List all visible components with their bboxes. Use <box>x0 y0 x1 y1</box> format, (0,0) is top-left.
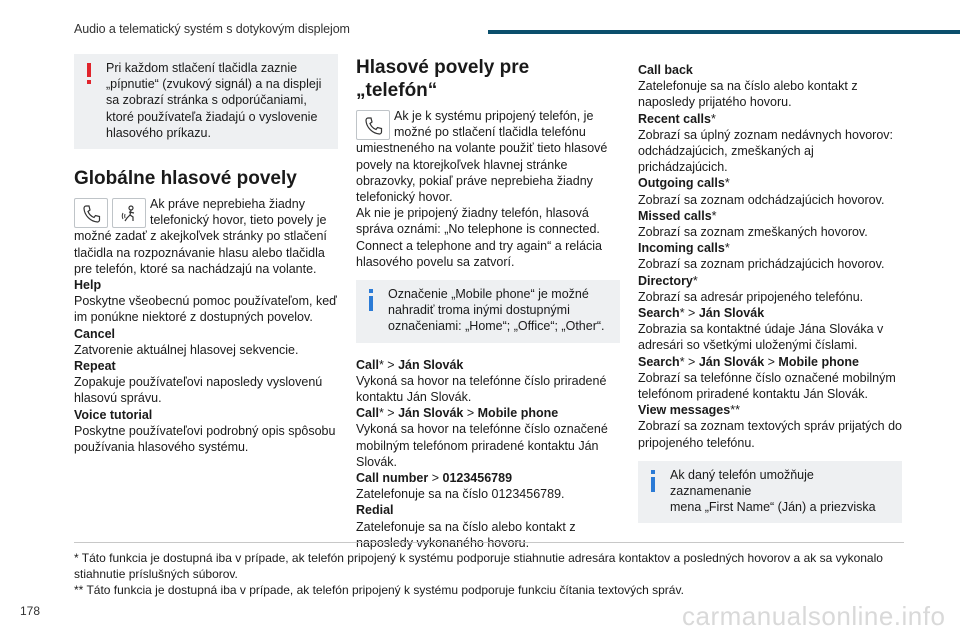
command-title: Incoming calls <box>638 241 725 256</box>
watermark: carmanualsonline.info <box>682 601 946 631</box>
command-desc: Zopakuje používateľovi naposledy vyslovenú hlasovú správu. <box>74 375 323 406</box>
command-item <box>74 277 338 326</box>
command-title: Help <box>74 278 102 293</box>
column-3 <box>638 62 902 535</box>
command-title: Call number <box>356 471 429 486</box>
separator: > <box>764 354 779 369</box>
command-item <box>356 470 620 502</box>
footnote-mark: * <box>679 354 685 369</box>
command-title: Outgoing calls <box>638 176 725 191</box>
warning-note-rest: „pípnutie“ (zvukový signál) a na displeji sa zobrazí stránka s odporúčaniami, ktoré používateľa žiadajú o vyslovenie hlasového príkazu. <box>106 77 322 140</box>
command-item <box>638 402 902 451</box>
command-title: Missed calls <box>638 208 712 223</box>
warning-note <box>74 54 338 149</box>
command-item <box>638 354 902 403</box>
footnote-mark: * <box>711 208 717 223</box>
phone-icon <box>74 198 108 228</box>
separator: > <box>684 354 699 369</box>
column-2 <box>356 54 620 551</box>
global-intro-rest: možné zadať z akejkoľvek stránky po stlačení tlačidla na rozpoznávanie hlasu alebo tlačidla pre telefón, ktoré sa nachádzajú na volante. <box>74 229 327 276</box>
command-desc: Poskytne všeobecnú pomoc používateľom, keď im ponúkne niektoré z dostupných povelov. <box>74 294 337 325</box>
command-arg: Mobile phone <box>477 406 559 421</box>
command-arg: Ján Slovák <box>698 354 765 369</box>
command-item <box>638 305 902 354</box>
footnote-mark: * <box>378 357 384 372</box>
command-item <box>638 175 902 207</box>
separator: > <box>684 306 699 321</box>
command-title: Call back <box>638 63 693 77</box>
command-item <box>356 357 620 406</box>
global-intro <box>74 196 338 277</box>
command-title: Search <box>638 354 680 369</box>
phone-intro <box>356 108 620 205</box>
info-icon <box>650 470 656 492</box>
phone-intro-rest: umiestneného na volante použiť tieto hlasové povely na ktorejkoľvek hlavnej stránke obrazovky, pokiaľ práve neprebieha žiadny telefonický hovor. <box>356 141 608 205</box>
separator: > <box>383 357 399 372</box>
info-note <box>356 280 620 343</box>
command-title: View messages <box>638 403 731 418</box>
heading-line: „telefón“ <box>356 80 438 101</box>
command-desc: Vykoná sa hovor na telefónne číslo priradené kontaktu Ján Slovák. <box>356 373 607 405</box>
footnote-mark: * <box>724 176 730 191</box>
command-desc: Zobrazia sa kontaktné údaje Jána Slováka v adresári so všetkými uloženými číslami. <box>638 322 884 353</box>
command-desc: Zatelefonuje sa na číslo 0123456789. <box>356 487 565 502</box>
command-item <box>638 240 902 272</box>
command-item <box>74 407 338 456</box>
command-desc: Zobrazí sa zoznam textových správ prijatých do pripojeného telefónu. <box>638 419 903 450</box>
command-arg: Mobile phone <box>778 354 859 369</box>
command-desc: Zobrazí sa zoznam prichádzajúcich hovorov. <box>638 257 885 272</box>
info-note-line1: Označenie „Mobile phone“ je možné <box>388 287 589 302</box>
command-arg: Ján Slovák <box>698 306 765 321</box>
phone-icon <box>356 110 390 140</box>
command-title: Redial <box>356 503 394 518</box>
command-title: Directory <box>638 273 693 288</box>
phone-intro-para2: Ak nie je pripojený žiadny telefón, hlasová správa oznámi: „No telephone is connected. Connect a telephone and try again“ a relácia hlasového povelu sa zatvorí. <box>356 206 602 269</box>
footnote-2: ** Táto funkcia je dostupná iba v prípade, ak telefón pripojený k systému podporuje funkciu čítania textových správ. <box>74 583 684 598</box>
command-desc: Zobrazí sa zoznam odchádzajúcich hovorov. <box>638 192 885 207</box>
footnote-mark: * <box>710 111 716 126</box>
info-note-line1: Ak daný telefón umožňuje zaznamenanie <box>670 467 814 499</box>
command-title: Voice tutorial <box>74 407 153 422</box>
command-desc: Zobrazí sa adresár pripojeného telefónu. <box>638 289 864 304</box>
running-header: Audio a telematický systém s dotykovým displejom <box>74 22 350 36</box>
command-desc: Zatelefonuje sa na číslo alebo kontakt z <box>356 519 576 534</box>
footnote-divider <box>74 542 904 543</box>
command-desc: Zobrazí sa telefónne číslo označené mobilným telefónom priradené kontaktu Ján Slovák. <box>638 370 896 402</box>
command-title: Recent calls <box>638 111 711 126</box>
footnotes <box>74 550 914 599</box>
command-desc: Poskytne používateľovi podrobný opis spôsobu používania hlasového systému. <box>74 423 336 455</box>
command-item <box>638 111 902 176</box>
separator: > <box>463 406 478 421</box>
command-desc: Zobrazí sa zoznam zmeškaných hovorov. <box>638 225 868 240</box>
footnote-mark: * <box>679 306 685 321</box>
footnote-mark: * <box>378 406 384 421</box>
command-arg: 0123456789 <box>442 471 513 486</box>
command-item <box>74 326 338 358</box>
command-item <box>356 502 620 551</box>
warning-note-line1: Pri každom stlačení tlačidla zaznie <box>106 61 298 75</box>
command-title: Cancel <box>74 326 115 341</box>
info-note-rest: mena „First Name“ (Ján) a priezviska <box>670 500 876 515</box>
info-icon <box>368 289 374 311</box>
section-heading-global: Globálne hlasové povely <box>74 168 297 190</box>
footnote-mark: * <box>692 273 698 288</box>
command-arg: Ján Slovák <box>398 357 464 372</box>
separator: > <box>428 471 443 486</box>
command-title: Call <box>356 357 379 372</box>
separator: > <box>383 406 399 421</box>
command-desc: Zatvorenie aktuálnej hlasovej sekvencie. <box>74 342 299 357</box>
column-1 <box>74 54 338 455</box>
info-note <box>638 461 902 524</box>
command-title: Call <box>356 406 379 421</box>
command-item <box>74 358 338 407</box>
command-desc: Zatelefonuje sa na číslo alebo kontakt z naposledy prijatého hovoru. <box>638 79 858 110</box>
footnote-1: * Táto funkcia je dostupná iba v prípade, ak telefón pripojený k systému podporuje stiahnutie adresára kontaktov a posledných hovorov a ak sa vykonalo stiahnutie príslušných súborov. <box>74 551 883 582</box>
command-title: Repeat <box>74 359 116 374</box>
global-intro-line: Ak práve neprebieha žiadny telefonický hovor, tieto povely je <box>150 197 327 228</box>
heading-line: Hlasové povely pre <box>356 57 530 78</box>
phone-intro-line: Ak je k systému pripojený telefón, je možné po stlačení tlačidla telefónu <box>394 109 594 140</box>
command-desc: Vykoná sa hovor na telefónne číslo označené mobilným telefónom priradené kontaktu Ján Slovák. <box>356 422 608 469</box>
command-item <box>638 62 902 111</box>
page-number: 178 <box>20 604 41 618</box>
voice-recognition-icon <box>112 198 146 228</box>
footnote-mark: * <box>724 241 730 256</box>
footnote-mark: ** <box>730 403 740 418</box>
section-heading-phone <box>356 56 620 102</box>
command-item <box>638 273 902 305</box>
info-note-rest: nahradiť troma inými dostupnými označeniami: „Home“; „Office“; „Other“. <box>388 303 605 334</box>
header-accent-bar <box>488 30 960 34</box>
warning-icon <box>86 63 92 85</box>
command-arg: Ján Slovák <box>398 406 464 421</box>
command-title: Search <box>638 306 680 321</box>
command-desc: Zobrazí sa úplný zoznam nedávnych hovorov: odchádzajúcich, zmeškaných aj prichádzajúcich. <box>638 127 893 175</box>
command-item <box>638 208 902 240</box>
command-item <box>356 405 620 470</box>
